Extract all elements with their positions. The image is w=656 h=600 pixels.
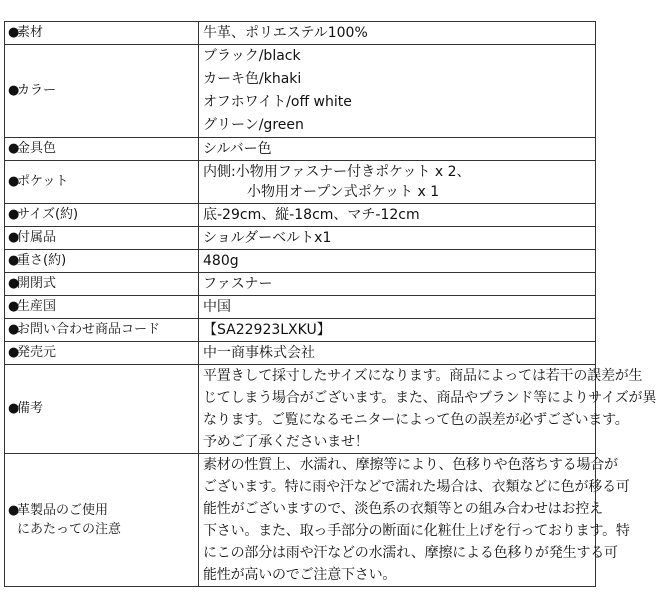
row-label: ●素材 — [5, 22, 199, 45]
row-value: 中国 — [199, 296, 596, 319]
row-label: ●生産国 — [5, 296, 199, 319]
row-label: ●備考 — [5, 365, 199, 454]
product-spec-table — [4, 21, 656, 587]
row-label: ●発売元 — [5, 342, 199, 365]
bullet-icon: ● — [8, 345, 20, 360]
bullet-icon: ● — [8, 276, 20, 291]
row-value: ファスナー — [199, 273, 596, 296]
bullet-icon: ● — [8, 253, 20, 268]
row-value: 素材の性質上、水濡れ、摩擦等により、色移りや色落ちする場合が ございます。特に雨や汗などで濡れた場合は、衣類などに色が移る可 能性がございますので、淡色系の衣類等との組み合わせはお控え 下さい。また、取っ手部分の断面に化粧仕上げを行っております。特 にこの部分は雨や汗などの水濡れ、摩擦による色移りが発生する可 能性が高いのでご注意下さい。 — [199, 454, 596, 587]
table-row-weight — [5, 250, 596, 273]
bullet-icon: ● — [8, 174, 20, 189]
table-row-remarks — [5, 365, 596, 454]
bullet-icon: ● — [8, 230, 20, 245]
table-row-product-code — [5, 319, 596, 342]
row-label: ●カラー — [5, 45, 199, 138]
row-value: 内側:小物用ファスナー付きポケット x 2、 小物用オープン式ポケット x 1 — [199, 161, 596, 204]
table-row-accessories — [5, 227, 596, 250]
row-value: 牛革、ポリエステル100% — [199, 22, 596, 45]
row-value: ブラック/black カーキ色/khaki オフホワイト/off white グリーン/green — [199, 45, 596, 138]
bullet-icon: ● — [8, 25, 20, 40]
row-value: 底-29cm、縦-18cm、マチ-12cm — [199, 204, 596, 227]
row-value: 480g — [199, 250, 596, 273]
row-label: ●金具色 — [5, 138, 199, 161]
row-label: ●サイズ(約) — [5, 204, 199, 227]
table-row-pocket — [5, 161, 596, 204]
row-value: 平置きして採寸したサイズになります。商品によっては若干の誤差が生 じてしまう場合がございます。また、商品やブランド等によりサイズが異 なります。ご覧になるモニターによって色の誤差が必ずございます。 予めご了承くださいませ！ — [199, 365, 596, 454]
bullet-icon: ● — [8, 299, 20, 314]
row-value: シルバー色 — [199, 138, 596, 161]
row-label: ●重さ(約) — [5, 250, 199, 273]
table-row-color — [5, 45, 596, 138]
bullet-icon: ● — [8, 401, 20, 416]
bullet-icon: ● — [8, 322, 20, 337]
row-value: 中一商事株式会社 — [199, 342, 596, 365]
row-label: ●付属品 — [5, 227, 199, 250]
bullet-icon: ● — [8, 83, 20, 98]
bullet-icon: ● — [8, 503, 20, 518]
table-row-leather-care — [5, 454, 596, 587]
bullet-icon: ● — [8, 141, 20, 156]
bullet-icon: ● — [8, 207, 20, 222]
table-row-distributor — [5, 342, 596, 365]
row-label: ●ポケット — [5, 161, 199, 204]
row-value: 【SA22923LXKU】 — [199, 319, 596, 342]
table-row-size — [5, 204, 596, 227]
row-label: ●革製品のご使用 にあたっての注意 — [5, 454, 199, 587]
table-row-closure — [5, 273, 596, 296]
table-row-hardware-color — [5, 138, 596, 161]
row-label: ●開閉式 — [5, 273, 199, 296]
row-label: ●お問い合わせ商品コード — [5, 319, 199, 342]
table-row-material — [5, 22, 596, 45]
row-value: ショルダーベルトx1 — [199, 227, 596, 250]
table-row-country — [5, 296, 596, 319]
